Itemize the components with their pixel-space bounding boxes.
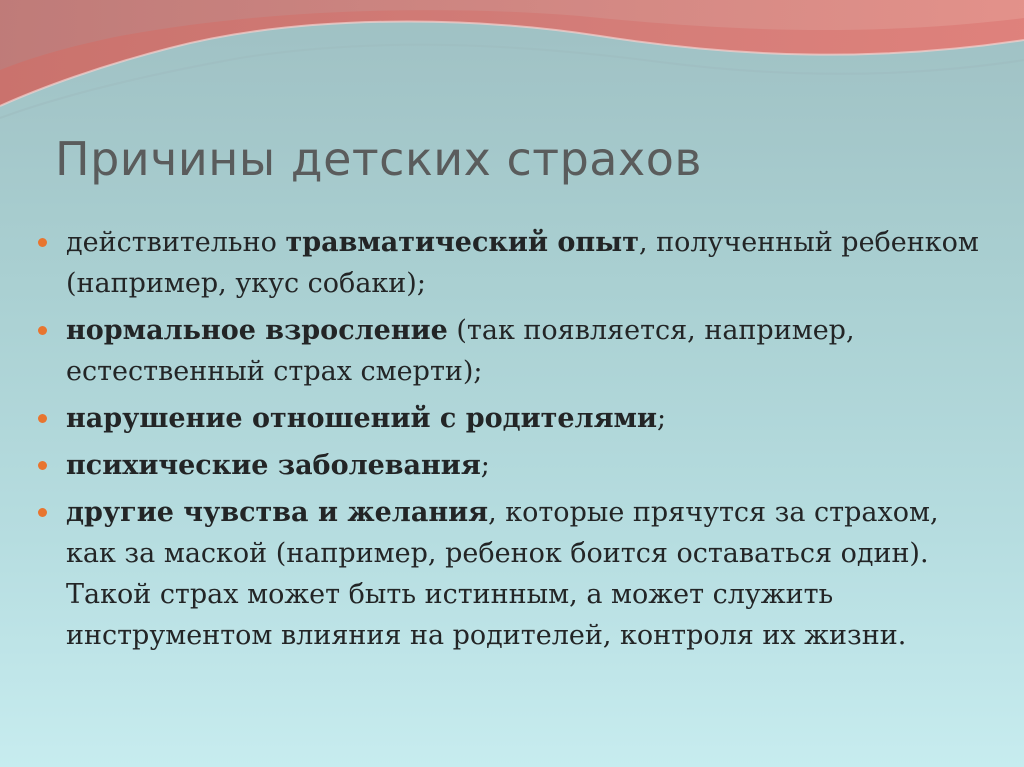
list-item [36,445,986,486]
bullet-text-post: ; [480,450,490,481]
bullet-dot-icon [38,508,47,517]
bullet-dot-icon [38,238,47,247]
bullet-text-post: , которые прячутся за страхом, как за маской (например, ребенок боится оставаться один). Такой страх может быть истинным, а может служить инструментом влияния на родителей, контроля их жизни. [66,497,939,651]
bullet-text-post: ; [657,403,667,434]
decorative-wave-band [0,0,1024,130]
slide-title: Причины детских страхов [55,132,702,186]
bullet-dot-icon [38,326,47,335]
list-item [36,398,986,439]
bullet-text-pre: действительно [66,227,286,258]
bullet-dot-icon [38,414,47,423]
bullet-text-bold: другие чувства и желания [66,497,489,528]
list-item [36,492,986,656]
bullet-text-bold: нормальное взросление [66,315,448,346]
list-item [36,222,986,304]
bullet-text-bold: травматический опыт [285,227,639,258]
bullet-text-post: (так появляется, например, естественный страх смерти); [66,315,855,387]
list-item [36,310,986,392]
bullet-text-bold: психические заболевания [66,450,481,481]
bullet-list [36,222,986,662]
bullet-text-bold: нарушение отношений с родителями [66,403,658,434]
bullet-text-post: , полученный ребенком (например, укус собаки); [66,227,979,299]
bullet-dot-icon [38,461,47,470]
